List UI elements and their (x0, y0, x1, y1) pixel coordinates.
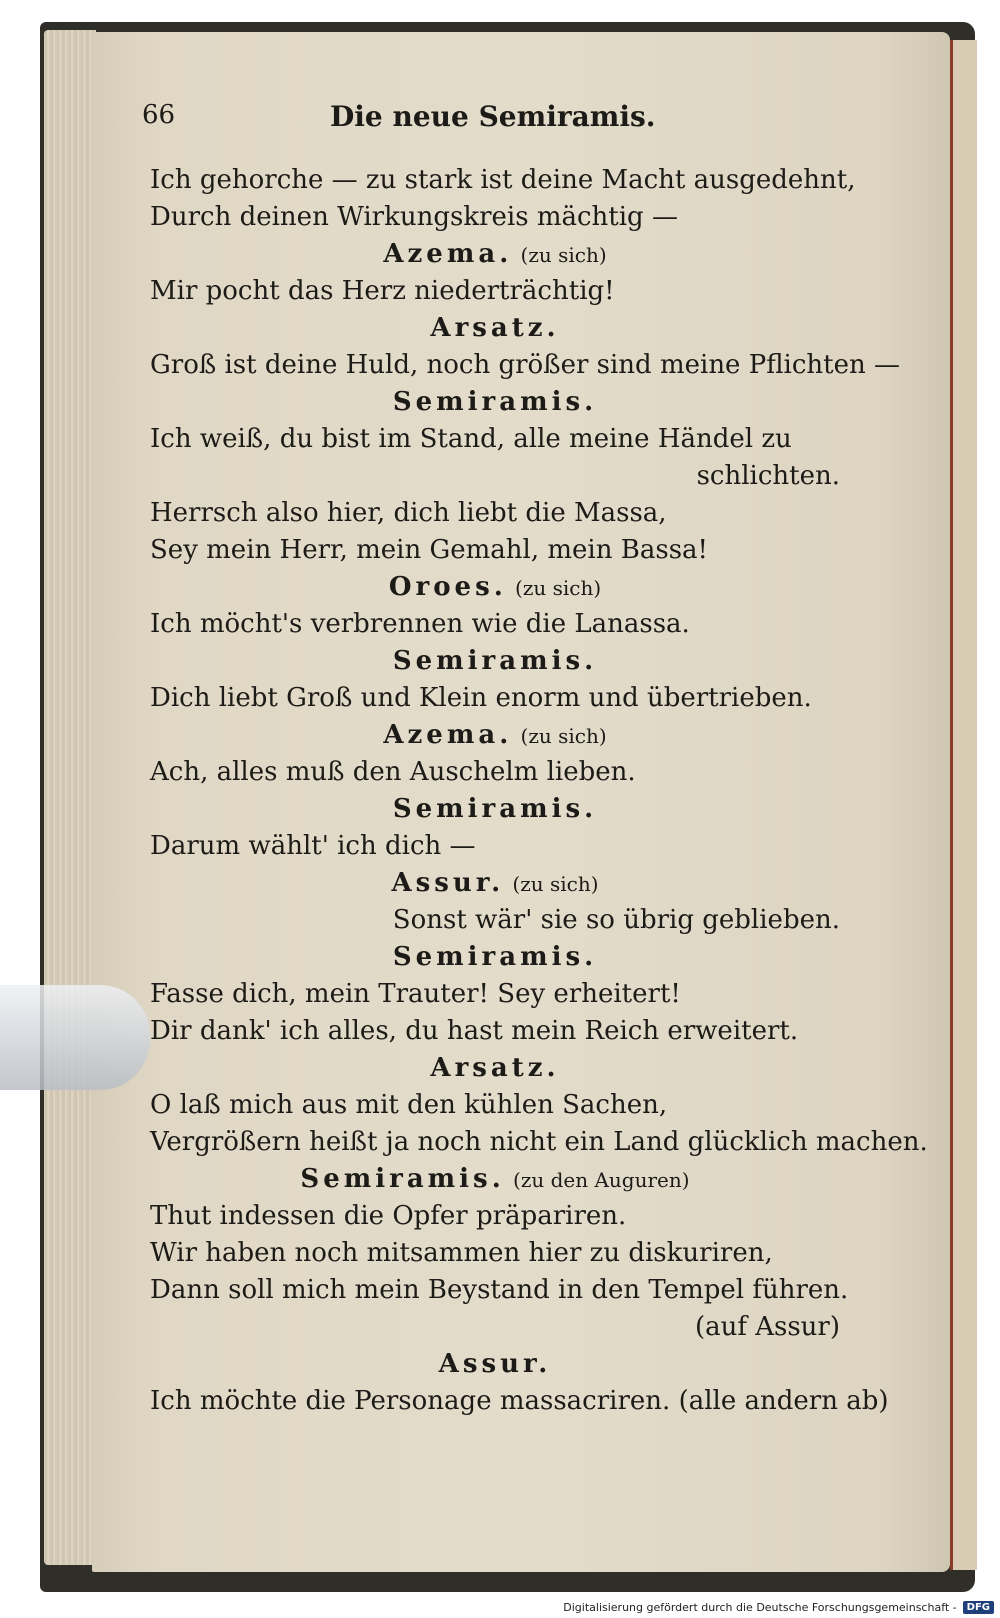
speaker-line (150, 569, 840, 606)
scanner-clip (0, 985, 150, 1090)
verse-line: Wir haben noch mitsammen hier zu diskuriren, (150, 1238, 773, 1268)
page-number: 66 (142, 100, 176, 130)
page-edges (44, 30, 96, 1565)
speaker-name: Azema. (383, 239, 513, 269)
speaker-line (150, 939, 840, 976)
speaker-line (150, 791, 840, 828)
page-text (142, 96, 928, 1420)
speaker-name: Assur. (438, 1349, 552, 1379)
speaker-line (150, 643, 840, 680)
speaker-name: Arsatz. (430, 1053, 560, 1083)
speaker-name: Semiramis. (392, 387, 598, 417)
verse-line: Dich liebt Groß und Klein enorm und übertrieben. (150, 683, 812, 713)
verse-line: Ach, alles muß den Auschelm lieben. (150, 757, 636, 787)
speaker-line (150, 384, 840, 421)
dfg-logo: DFG (963, 1601, 994, 1614)
verse-line: Ich weiß, du bist im Stand, alle meine Händel zu (150, 424, 792, 454)
speaker-name: Semiramis. (392, 794, 598, 824)
stage-direction: (zu sich) (520, 243, 607, 267)
stage-direction: (zu sich) (520, 724, 607, 748)
footer-credit (563, 1601, 994, 1614)
speaker-name: Azema. (383, 720, 513, 750)
verse-line: Ich gehorche — zu stark ist deine Macht ausgedehnt, (150, 165, 856, 195)
verse-line: Dann soll mich mein Beystand in den Tempel führen. (150, 1275, 849, 1305)
verse-line: Thut indessen die Opfer präpariren. (150, 1201, 627, 1231)
speaker-name: Semiramis. (392, 646, 598, 676)
speaker-name: Oroes. (388, 572, 507, 602)
indented-verse-line: Sonst wär' sie so übrig geblieben. (392, 905, 840, 935)
speaker-line (150, 236, 840, 273)
verse-line: Durch deinen Wirkungskreis mächtig — (150, 202, 678, 232)
verse-line: Fasse dich, mein Trauter! Sey erheitert! (150, 979, 681, 1009)
verse-line: Ich möchte die Personage massacriren. (alle andern ab) (150, 1386, 889, 1416)
verse-line: Darum wählt' ich dich — (150, 831, 476, 861)
speaker-name: Assur. (391, 868, 505, 898)
verse-line: Herrsch also hier, dich liebt die Massa, (150, 498, 667, 528)
verse-line: Dir dank' ich alles, du hast mein Reich erweitert. (150, 1016, 799, 1046)
speaker-line (150, 1346, 840, 1383)
speaker-line (150, 310, 840, 347)
speaker-line (150, 1161, 840, 1198)
speaker-line (150, 1050, 840, 1087)
verse-line: Groß ist deine Huld, noch größer sind meine Pflichten — (150, 350, 901, 380)
verse-line: Mir pocht das Herz niederträchtig! (150, 276, 615, 306)
stage-direction: (zu sich) (515, 576, 602, 600)
page-right-edge (950, 40, 977, 1570)
verse-line: O laß mich aus mit den kühlen Sachen, (150, 1090, 668, 1120)
stage-direction: (zu sich) (512, 872, 599, 896)
verse-line: Ich möcht's verbrennen wie die Lanassa. (150, 609, 690, 639)
speaker-name: Arsatz. (430, 313, 560, 343)
speaker-name: Semiramis. (300, 1164, 505, 1194)
verse-line: Sey mein Herr, mein Gemahl, mein Bassa! (150, 535, 708, 565)
speaker-name: Semiramis. (392, 942, 598, 972)
continuation-line: schlichten. (696, 461, 840, 491)
speaker-line (150, 865, 840, 902)
running-title: Die neue Semiramis. (330, 100, 656, 133)
funding-credit-text: Digitalisierung gefördert durch die Deutsche Forschungsgemeinschaft - (563, 1601, 957, 1614)
stage-direction: (zu den Auguren) (513, 1168, 690, 1192)
speaker-line (150, 717, 840, 754)
continuation-line: (auf Assur) (694, 1312, 840, 1342)
verse-line: Vergrößern heißt ja noch nicht ein Land glücklich machen. (150, 1127, 928, 1157)
verse-block (150, 162, 928, 1420)
page-header (142, 96, 840, 142)
